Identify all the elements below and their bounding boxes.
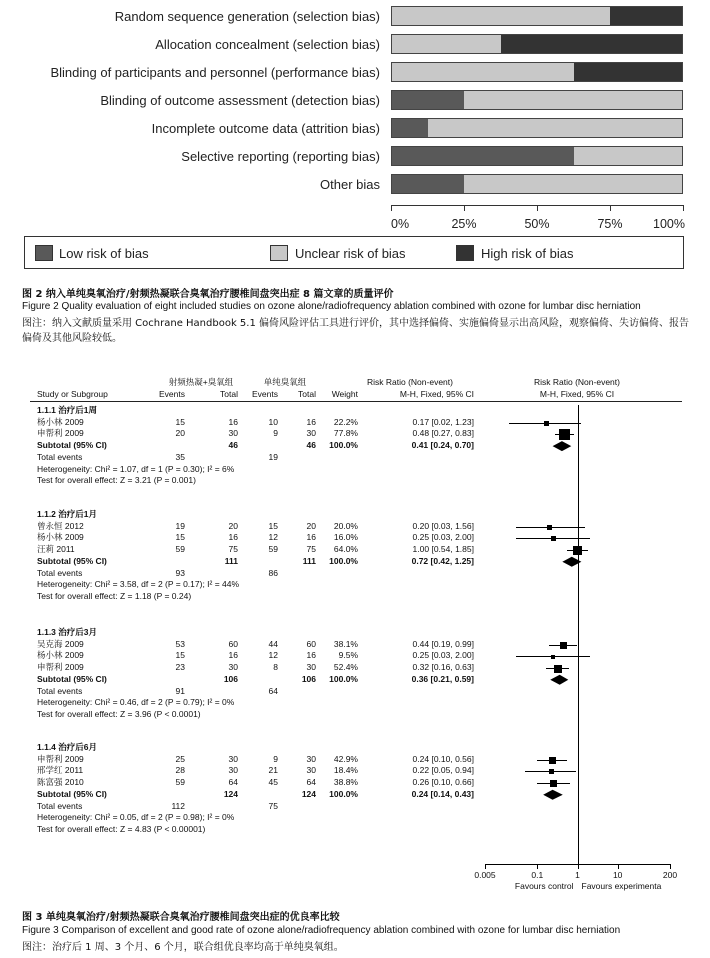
header-rule bbox=[30, 401, 682, 402]
legend-swatch-unclear bbox=[270, 245, 288, 261]
study-total1: 30 bbox=[228, 662, 238, 673]
total-events-label: Total events bbox=[37, 800, 83, 811]
legend-high-label: High risk of bias bbox=[481, 246, 574, 261]
study-total2: 30 bbox=[306, 753, 316, 764]
subtotal-weight: 100.0% bbox=[329, 673, 358, 684]
study-events1: 53 bbox=[175, 638, 185, 649]
forest-x-tick-label: 10 bbox=[612, 870, 623, 880]
header-total1: Total bbox=[220, 389, 238, 399]
bias-x-tick bbox=[391, 205, 392, 211]
study-total1: 75 bbox=[228, 544, 238, 555]
forest-x-tick-label: 1 bbox=[575, 870, 580, 880]
study-events2: 59 bbox=[268, 544, 278, 555]
study-total2: 16 bbox=[306, 416, 316, 427]
study-events2: 12 bbox=[268, 532, 278, 543]
study-weight: 42.9% bbox=[333, 753, 358, 764]
subgroup-title: 1.1.4 治疗后6月 bbox=[37, 742, 97, 752]
total-events1: 93 bbox=[175, 567, 185, 578]
subtotal-weight: 100.0% bbox=[329, 555, 358, 566]
total-events1: 35 bbox=[175, 451, 185, 462]
study-name: 邢学红 2011 bbox=[37, 765, 84, 776]
subtotal-weight: 100.0% bbox=[329, 788, 358, 799]
bias-x-tick-label: 0% bbox=[391, 217, 410, 231]
bias-domain-label: Blinding of participants and personnel (performance bias) bbox=[50, 65, 380, 80]
figure-3-caption-en: Figure 3 Comparison of excellent and good rate of ozone alone/radiofrequency ablation combined with ozone for lumbar disc herniation bbox=[22, 925, 621, 936]
study-events1: 23 bbox=[175, 662, 185, 673]
legend-swatch-high bbox=[456, 245, 474, 261]
header-events1: Events bbox=[159, 389, 185, 399]
subtotal-label: Subtotal (95% CI) bbox=[37, 788, 107, 799]
study-total2: 75 bbox=[306, 544, 316, 555]
bias-x-tick-label: 25% bbox=[451, 217, 477, 231]
total-events-label: Total events bbox=[37, 567, 83, 578]
study-square bbox=[560, 642, 567, 649]
study-total1: 16 bbox=[228, 650, 238, 661]
header-weight: Weight bbox=[331, 389, 358, 399]
subtotal-total1: 124 bbox=[223, 788, 238, 799]
study-total1: 16 bbox=[228, 416, 238, 427]
study-events1: 15 bbox=[175, 650, 185, 661]
bias-bar-frame bbox=[391, 118, 683, 138]
subtotal-weight: 100.0% bbox=[329, 440, 358, 451]
total-events1: 112 bbox=[171, 800, 185, 811]
bias-domain-label: Random sequence generation (selection bias) bbox=[114, 9, 380, 24]
legend-unclear-label: Unclear risk of bias bbox=[295, 246, 406, 261]
study-events2: 21 bbox=[268, 765, 278, 776]
subtotal-diamond bbox=[562, 557, 581, 567]
header-study: Study or Subgroup bbox=[37, 389, 108, 399]
study-total1: 16 bbox=[228, 532, 238, 543]
study-total2: 20 bbox=[306, 520, 316, 531]
bias-bar-frame bbox=[391, 174, 683, 194]
bias-domain-label: Other bias bbox=[320, 177, 380, 192]
forest-x-tick bbox=[670, 864, 671, 869]
subtotal-total1: 106 bbox=[223, 673, 238, 684]
subgroup-title: 1.1.2 治疗后1月 bbox=[37, 509, 97, 519]
bias-bar-frame bbox=[391, 34, 683, 54]
bias-bar-frame bbox=[391, 146, 683, 166]
study-events2: 8 bbox=[273, 662, 278, 673]
header-group2: 单纯臭氧组 bbox=[263, 377, 307, 387]
bias-x-tick bbox=[537, 205, 538, 211]
study-ci: 0.24 [0.10, 0.56] bbox=[412, 753, 474, 764]
study-events2: 15 bbox=[268, 520, 278, 531]
header-events2: Events bbox=[252, 389, 278, 399]
heterogeneity-text: Heterogeneity: Chi² = 0.46, df = 2 (P = 0.79); I² = 0% bbox=[37, 697, 235, 708]
study-square bbox=[544, 421, 549, 426]
study-events2: 10 bbox=[268, 416, 278, 427]
subtotal-total2: 106 bbox=[301, 673, 316, 684]
total-events2: 19 bbox=[268, 451, 278, 462]
study-events2: 45 bbox=[268, 777, 278, 788]
bias-domain-label: Incomplete outcome data (attrition bias) bbox=[151, 121, 380, 136]
study-name: 吴克海 2009 bbox=[37, 638, 84, 649]
subtotal-label: Subtotal (95% CI) bbox=[37, 440, 107, 451]
study-total1: 30 bbox=[228, 753, 238, 764]
study-events1: 59 bbox=[175, 777, 185, 788]
heterogeneity-text: Heterogeneity: Chi² = 3.58, df = 2 (P = 0.17); I² = 44% bbox=[37, 579, 240, 590]
study-square bbox=[559, 429, 570, 440]
study-total2: 16 bbox=[306, 650, 316, 661]
study-events2: 9 bbox=[273, 428, 278, 439]
subtotal-total1: 46 bbox=[228, 440, 238, 451]
study-total2: 30 bbox=[306, 428, 316, 439]
study-events2: 44 bbox=[268, 638, 278, 649]
forest-x-tick-label: 200 bbox=[662, 870, 678, 880]
bias-x-tick bbox=[683, 205, 684, 211]
subtotal-diamond bbox=[553, 441, 572, 451]
overall-effect-text: Test for overall effect: Z = 4.83 (P < 0.00001) bbox=[37, 823, 206, 834]
subtotal-label: Subtotal (95% CI) bbox=[37, 673, 107, 684]
subtotal-label: Subtotal (95% CI) bbox=[37, 555, 107, 566]
subtotal-total2: 46 bbox=[306, 440, 316, 451]
bias-bar-frame bbox=[391, 90, 683, 110]
bias-x-tick-label: 75% bbox=[597, 217, 623, 231]
bias-x-tick-label: 100% bbox=[653, 217, 685, 231]
bias-x-tick bbox=[610, 205, 611, 211]
study-total1: 64 bbox=[228, 777, 238, 788]
study-name: 杨小林 2009 bbox=[37, 416, 84, 427]
study-name: 汪莉 2011 bbox=[37, 544, 75, 555]
total-events2: 64 bbox=[268, 685, 278, 696]
study-name: 陈富强 2010 bbox=[37, 777, 84, 788]
bias-domain-label: Selective reporting (reporting bias) bbox=[181, 149, 380, 164]
study-weight: 18.4% bbox=[333, 765, 358, 776]
figure-2-caption-en: Figure 2 Quality evaluation of eight included studies on ozone alone/radiofrequency ablation combined with ozone for lumbar disc herniation bbox=[22, 301, 641, 312]
forest-x-tick bbox=[485, 864, 486, 869]
bias-x-tick bbox=[464, 205, 465, 211]
total-events2: 86 bbox=[268, 567, 278, 578]
overall-effect-text: Test for overall effect: Z = 3.96 (P < 0.0001) bbox=[37, 708, 201, 719]
study-ci: 0.48 [0.27, 0.83] bbox=[412, 428, 474, 439]
study-weight: 38.8% bbox=[333, 777, 358, 788]
study-total1: 60 bbox=[228, 638, 238, 649]
figure-3-note: 图注：治疗后 1 周、3 个月、6 个月，联合组优良率均高于单纯臭氧组。 bbox=[22, 942, 344, 953]
header-risk-ratio-col: Risk Ratio (Non-event) bbox=[367, 377, 453, 387]
subgroup-title: 1.1.1 治疗后1周 bbox=[37, 405, 97, 415]
subtotal-ci: 0.24 [0.14, 0.43] bbox=[411, 788, 474, 799]
study-weight: 52.4% bbox=[333, 662, 358, 673]
study-events1: 59 bbox=[175, 544, 185, 555]
header-total2: Total bbox=[298, 389, 316, 399]
subtotal-total2: 111 bbox=[302, 555, 316, 566]
study-weight: 38.1% bbox=[333, 638, 358, 649]
study-name: 杨小林 2009 bbox=[37, 532, 84, 543]
study-square bbox=[549, 769, 554, 774]
figure-2-legend bbox=[24, 236, 684, 269]
study-weight: 16.0% bbox=[333, 532, 358, 543]
study-events1: 25 bbox=[175, 753, 185, 764]
study-name: 申帮利 2009 bbox=[37, 753, 84, 764]
figure-2-note: 图注：纳入文献质量采用 Cochrane Handbook 5.1 偏倚风险评估工具进行评价，其中选择偏倚、实施偏倚显示出高风险，观察偏倚、失访偏倚、报告偏倚及其他风险较低。 bbox=[22, 318, 689, 344]
study-weight: 64.0% bbox=[333, 544, 358, 555]
study-weight: 22.2% bbox=[333, 416, 358, 427]
study-weight: 9.5% bbox=[338, 650, 358, 661]
heterogeneity-text: Heterogeneity: Chi² = 1.07, df = 1 (P = 0.30); I² = 6% bbox=[37, 463, 235, 474]
study-name: 申帮利 2009 bbox=[37, 428, 84, 439]
forest-x-tick bbox=[578, 864, 579, 869]
null-effect-line bbox=[578, 405, 579, 864]
study-ci: 0.25 [0.03, 2.00] bbox=[412, 650, 474, 661]
figure-2-caption-cn: 图 2 纳入单纯臭氧治疗/射频热凝联合臭氧治疗腰椎间盘突出症 8 篇文章的质量评价 bbox=[22, 289, 394, 300]
subtotal-diamond bbox=[543, 790, 563, 800]
study-total2: 30 bbox=[306, 662, 316, 673]
figure-3-caption-cn: 图 3 单纯臭氧治疗/射频热凝联合臭氧治疗腰椎间盘突出症的优良率比较 bbox=[22, 912, 340, 923]
heterogeneity-text: Heterogeneity: Chi² = 0.05, df = 2 (P = 0.98); I² = 0% bbox=[37, 812, 235, 823]
subtotal-ci: 0.36 [0.21, 0.59] bbox=[411, 673, 474, 684]
study-name: 曾永恒 2012 bbox=[37, 520, 84, 531]
study-ci: 0.17 [0.02, 1.23] bbox=[412, 416, 474, 427]
study-ci: 0.20 [0.03, 1.56] bbox=[412, 520, 474, 531]
bias-bar-frame bbox=[391, 6, 683, 26]
subtotal-diamond bbox=[550, 675, 568, 685]
study-ci: 0.25 [0.03, 2.00] bbox=[412, 532, 474, 543]
study-weight: 77.8% bbox=[333, 428, 358, 439]
forest-x-tick-label: 0.1 bbox=[531, 870, 544, 880]
study-square bbox=[551, 536, 556, 541]
study-events1: 20 bbox=[175, 428, 185, 439]
study-events2: 9 bbox=[273, 753, 278, 764]
study-events1: 28 bbox=[175, 765, 185, 776]
subgroup-title: 1.1.3 治疗后3月 bbox=[37, 627, 97, 637]
total-events-label: Total events bbox=[37, 451, 83, 462]
subtotal-ci: 0.72 [0.42, 1.25] bbox=[411, 555, 474, 566]
header-method-col: M-H, Fixed, 95% CI bbox=[399, 389, 474, 399]
study-events2: 12 bbox=[268, 650, 278, 661]
study-square bbox=[547, 525, 552, 530]
header-group1: 射频热凝+臭氧组 bbox=[168, 377, 234, 387]
study-name: 申帮利 2009 bbox=[37, 662, 84, 673]
study-ci: 0.22 [0.05, 0.94] bbox=[412, 765, 474, 776]
study-events1: 19 bbox=[175, 520, 185, 531]
study-weight: 20.0% bbox=[333, 520, 358, 531]
overall-effect-text: Test for overall effect: Z = 3.21 (P = 0.001) bbox=[37, 475, 196, 486]
legend-low-label: Low risk of bias bbox=[59, 246, 149, 261]
total-events-label: Total events bbox=[37, 685, 83, 696]
study-total1: 30 bbox=[228, 428, 238, 439]
study-ci: 0.26 [0.10, 0.66] bbox=[412, 777, 474, 788]
header-method-plot: M-H, Fixed, 95% CI bbox=[539, 389, 615, 399]
forest-x-tick bbox=[537, 864, 538, 869]
subtotal-total1: 111 bbox=[224, 555, 238, 566]
study-events1: 15 bbox=[175, 416, 185, 427]
study-name: 杨小林 2009 bbox=[37, 650, 84, 661]
bias-domain-label: Allocation concealment (selection bias) bbox=[155, 37, 380, 52]
header-risk-ratio-plot: Risk Ratio (Non-event) bbox=[534, 377, 620, 387]
total-events1: 91 bbox=[175, 685, 185, 696]
study-total2: 16 bbox=[306, 532, 316, 543]
study-total1: 30 bbox=[228, 765, 238, 776]
total-events2: 75 bbox=[268, 800, 278, 811]
study-ci: 0.32 [0.16, 0.63] bbox=[412, 662, 474, 673]
study-total1: 20 bbox=[228, 520, 238, 531]
study-square bbox=[554, 665, 562, 673]
study-ci: 1.00 [0.54, 1.85] bbox=[412, 544, 474, 555]
forest-x-tick bbox=[618, 864, 619, 869]
bias-bar-frame bbox=[391, 62, 683, 82]
subtotal-ci: 0.41 [0.24, 0.70] bbox=[411, 440, 474, 451]
study-total2: 30 bbox=[306, 765, 316, 776]
forest-x-tick-label: 0.005 bbox=[474, 870, 496, 880]
study-events1: 15 bbox=[175, 532, 185, 543]
legend-swatch-low bbox=[35, 245, 53, 261]
favours-control-label: Favours control bbox=[514, 881, 574, 891]
overall-effect-text: Test for overall effect: Z = 1.18 (P = 0.24) bbox=[37, 590, 192, 601]
subtotal-total2: 124 bbox=[301, 788, 316, 799]
favours-experimental-label: Favours experimenta bbox=[581, 881, 662, 891]
bias-domain-label: Blinding of outcome assessment (detection bias) bbox=[100, 93, 380, 108]
study-total2: 64 bbox=[306, 777, 316, 788]
bias-x-tick-label: 50% bbox=[524, 217, 550, 231]
study-square bbox=[551, 655, 555, 659]
study-square bbox=[550, 780, 557, 787]
study-square bbox=[549, 757, 556, 764]
study-ci: 0.44 [0.19, 0.99] bbox=[412, 638, 474, 649]
study-total2: 60 bbox=[306, 638, 316, 649]
